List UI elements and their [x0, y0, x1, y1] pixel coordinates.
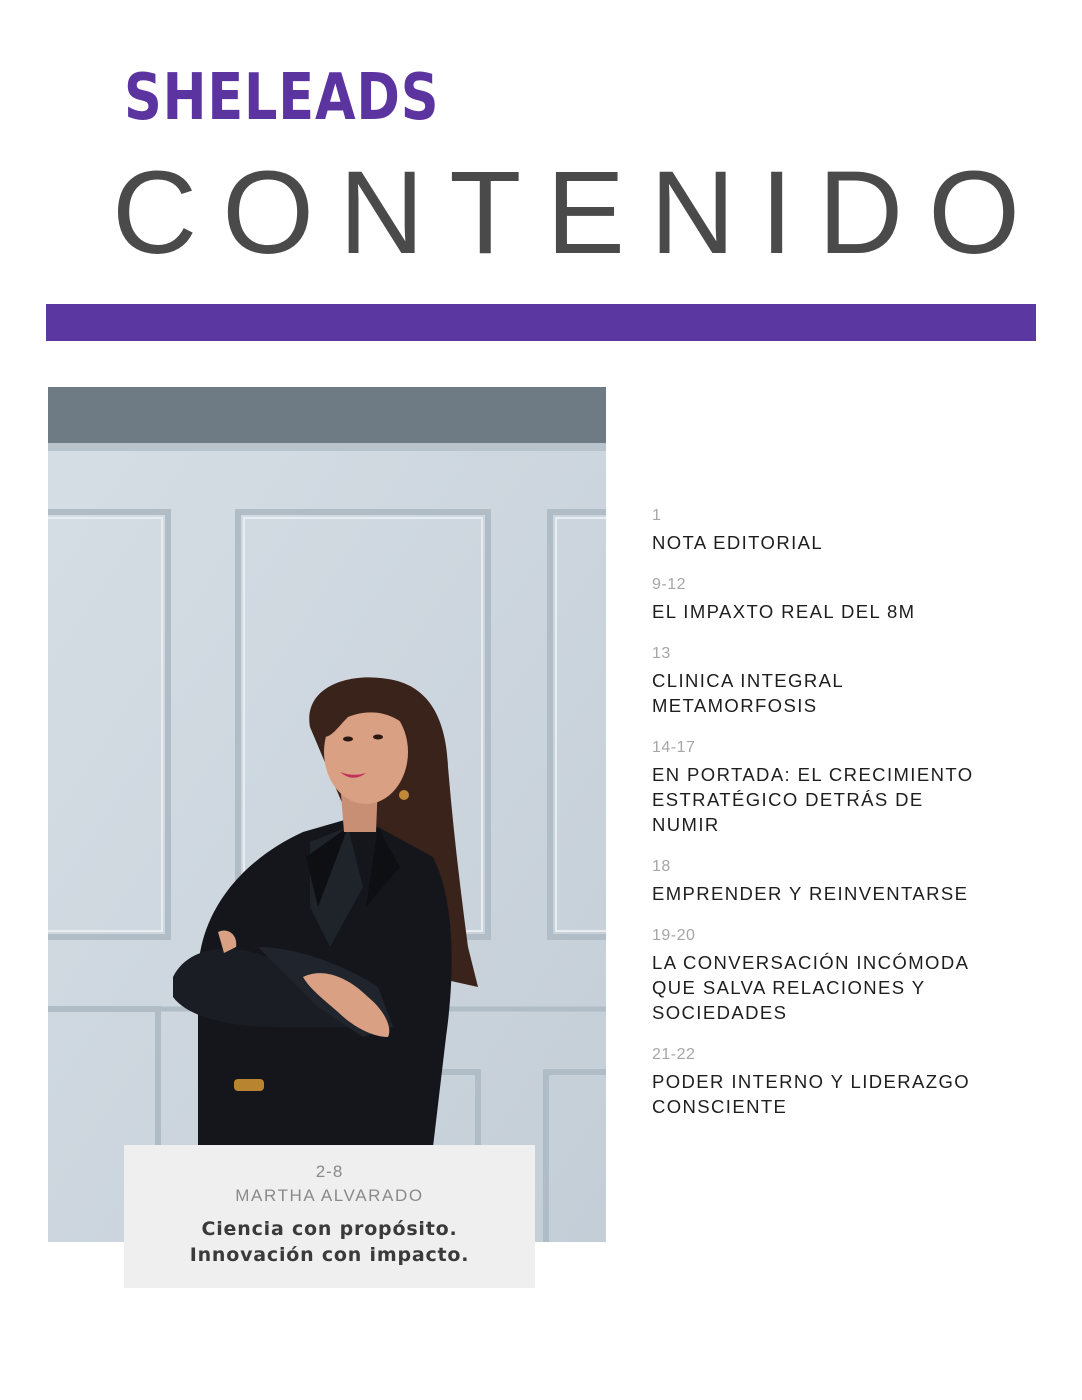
toc-item-pages: 19-20 — [652, 927, 696, 944]
toc-item-title-line: CLINICA INTEGRAL — [652, 670, 845, 691]
toc-item — [652, 506, 1052, 555]
toc-item-pages: 21-22 — [652, 1046, 696, 1063]
toc-item-pages: 1 — [652, 507, 662, 524]
toc-item — [652, 575, 1052, 624]
cover-story-tagline-line: Ciencia con propósito. — [201, 1218, 458, 1240]
toc-item-title — [652, 1069, 1052, 1119]
toc-item-title-line: ESTRATÉGICO DETRÁS DE — [652, 789, 924, 810]
toc-item-title-line: METAMORFOSIS — [652, 695, 818, 716]
toc-item-pages: 13 — [652, 645, 671, 662]
toc-item-title-line: CONSCIENTE — [652, 1096, 788, 1117]
toc-item-title — [652, 762, 1052, 837]
toc-item-title-line: EN PORTADA: EL CRECIMIENTO — [652, 764, 974, 785]
table-of-contents — [652, 506, 1052, 1139]
cover-photo-illustration — [48, 387, 606, 1242]
toc-item-title — [652, 668, 1052, 718]
toc-item-title-line: NOTA EDITORIAL — [652, 532, 824, 553]
toc-item-title — [652, 950, 1052, 1025]
cover-story-tagline — [124, 1216, 535, 1268]
toc-item — [652, 857, 1052, 906]
toc-item-pages: 14-17 — [652, 739, 696, 756]
toc-item-title-line: SOCIEDADES — [652, 1002, 788, 1023]
toc-item — [652, 926, 1052, 1025]
cover-photo — [48, 387, 606, 1242]
toc-item-title-line: LA CONVERSACIÓN INCÓMODA — [652, 952, 970, 973]
accent-bar — [46, 304, 1036, 341]
toc-item — [652, 644, 1052, 718]
cover-story-pages: 2-8 — [315, 1162, 344, 1181]
toc-item-title-line: EL IMPAXTO REAL DEL 8M — [652, 601, 916, 622]
toc-item-title — [652, 599, 1052, 624]
cover-story-caption — [124, 1145, 535, 1288]
toc-item-title-line: EMPRENDER Y REINVENTARSE — [652, 883, 969, 904]
toc-item — [652, 738, 1052, 837]
toc-item-pages: 9-12 — [652, 576, 687, 593]
toc-item-title — [652, 881, 1052, 906]
cover-story-name: MARTHA ALVARADO — [235, 1186, 424, 1205]
cover-story-tagline-line: Innovación con impacto. — [189, 1244, 470, 1266]
toc-item-title-line: PODER INTERNO Y LIDERAZGO — [652, 1071, 971, 1092]
brand-logo: SHELEADS — [124, 61, 440, 135]
toc-item — [652, 1045, 1052, 1119]
page-title: CONTENIDO — [112, 147, 1045, 279]
toc-item-title — [652, 530, 1052, 555]
toc-item-pages: 18 — [652, 858, 671, 875]
toc-item-title-line: QUE SALVA RELACIONES Y — [652, 977, 926, 998]
toc-item-title-line: NUMIR — [652, 814, 720, 835]
